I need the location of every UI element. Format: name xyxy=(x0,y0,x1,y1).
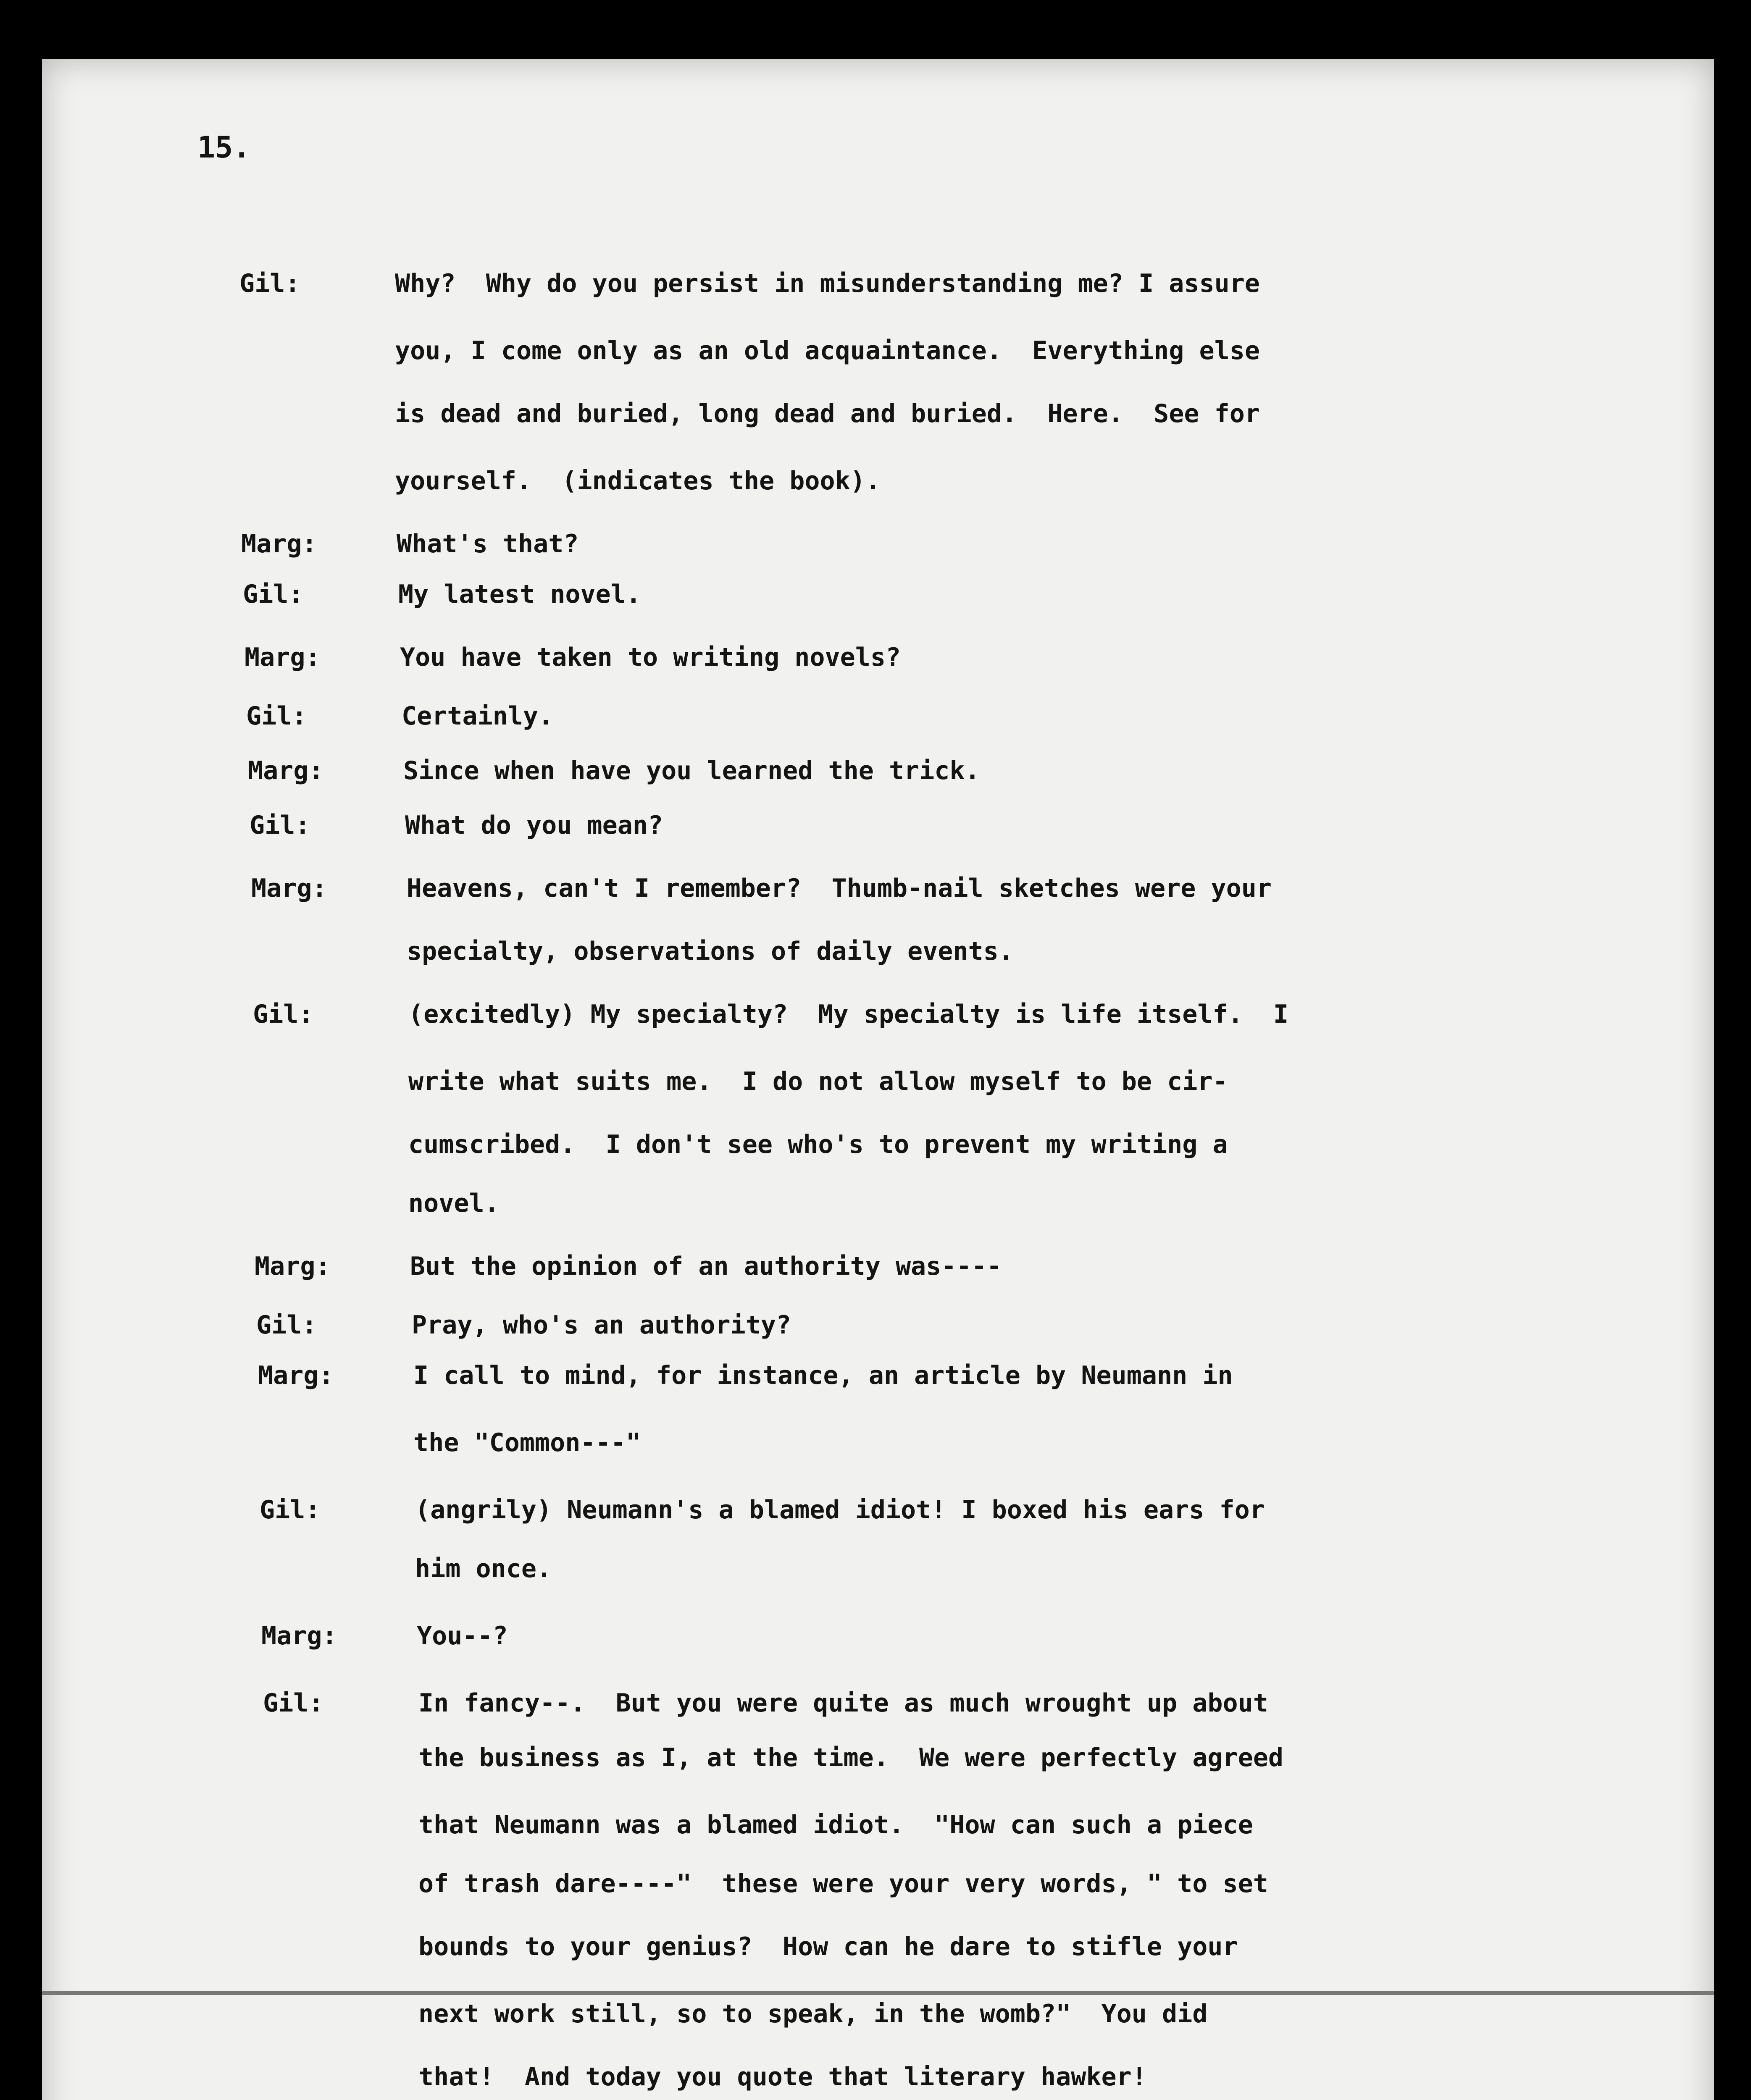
page-fold-line xyxy=(42,1991,1714,1995)
dialogue-line: Certainly. xyxy=(402,701,554,731)
speaker-label: Marg: xyxy=(261,1621,337,1651)
dialogue-line: is dead and buried, long dead and buried. Here. See for xyxy=(395,399,1260,428)
speaker-label: Gil: xyxy=(239,269,300,298)
dialogue-line: You--? xyxy=(417,1621,508,1651)
dialogue-line: write what suits me. I do not allow myself to be cir- xyxy=(408,1067,1228,1096)
dialogue-line: But the opinion of an authority was---- xyxy=(410,1252,1002,1281)
dialogue-line: you, I come only as an old acquaintance. Everything else xyxy=(395,336,1260,365)
speaker-label: Gil: xyxy=(256,1310,317,1340)
speaker-label: Marg: xyxy=(248,756,324,785)
dialogue-line: Heavens, can't I remember? Thumb-nail sketches were your xyxy=(407,874,1272,903)
dialogue-line: You have taken to writing novels? xyxy=(400,643,901,672)
speaker-label: Marg: xyxy=(251,874,327,903)
dialogue-line: bounds to your genius? How can he dare to stifle your xyxy=(418,1932,1238,1961)
dialogue-line: Since when have you learned the trick. xyxy=(403,756,980,785)
speaker-label: Marg: xyxy=(241,529,317,559)
dialogue-line: cumscribed. I don't see who's to prevent my writing a xyxy=(408,1130,1228,1159)
dialogue-line: the "Common---" xyxy=(413,1428,641,1457)
dialogue-line: novel. xyxy=(408,1189,500,1218)
dialogue-line: What do you mean? xyxy=(405,811,663,840)
page-number: 15. xyxy=(197,130,251,165)
speaker-label: Marg: xyxy=(258,1361,334,1390)
dialogue-line: of trash dare----" these were your very words, " to set xyxy=(418,1869,1268,1898)
dialogue-line: yourself. (indicates the book). xyxy=(395,466,881,496)
dialogue-line: In fancy--. But you were quite as much wrought up about xyxy=(418,1688,1268,1718)
dialogue-line: I call to mind, for instance, an article by Neumann in xyxy=(413,1361,1233,1390)
dialogue-line: that Neumann was a blamed idiot. "How can such a piece xyxy=(418,1810,1253,1840)
dialogue-line: that! And today you quote that literary hawker! xyxy=(418,2062,1147,2092)
dialogue-line: specialty, observations of daily events. xyxy=(407,937,1014,966)
dialogue-line: the business as I, at the time. We were perfectly agreed xyxy=(418,1743,1284,1772)
speaker-label: Gil: xyxy=(263,1688,324,1718)
dialogue-line: What's that? xyxy=(397,529,579,559)
speaker-label: Gil: xyxy=(260,1495,321,1525)
dialogue-line: (angrily) Neumann's a blamed idiot! I boxed his ears for xyxy=(415,1495,1265,1525)
speaker-label: Marg: xyxy=(255,1252,331,1281)
speaker-label: Gil: xyxy=(250,811,310,840)
speaker-label: Gil: xyxy=(243,580,304,609)
speaker-label: Marg: xyxy=(245,643,321,672)
dialogue-line: (excitedly) My specialty? My specialty is life itself. I xyxy=(408,1000,1289,1029)
dialogue-line: Pray, who's an authority? xyxy=(412,1310,791,1340)
dialogue-line: Why? Why do you persist in misunderstanding me? I assure xyxy=(395,269,1260,298)
dialogue-line: next work still, so to speak, in the womb?" You did xyxy=(418,1999,1208,2029)
dialogue-line: him once. xyxy=(415,1554,552,1583)
dialogue-line: My latest novel. xyxy=(398,580,641,609)
speaker-label: Gil: xyxy=(246,701,307,731)
speaker-label: Gil: xyxy=(253,1000,314,1029)
